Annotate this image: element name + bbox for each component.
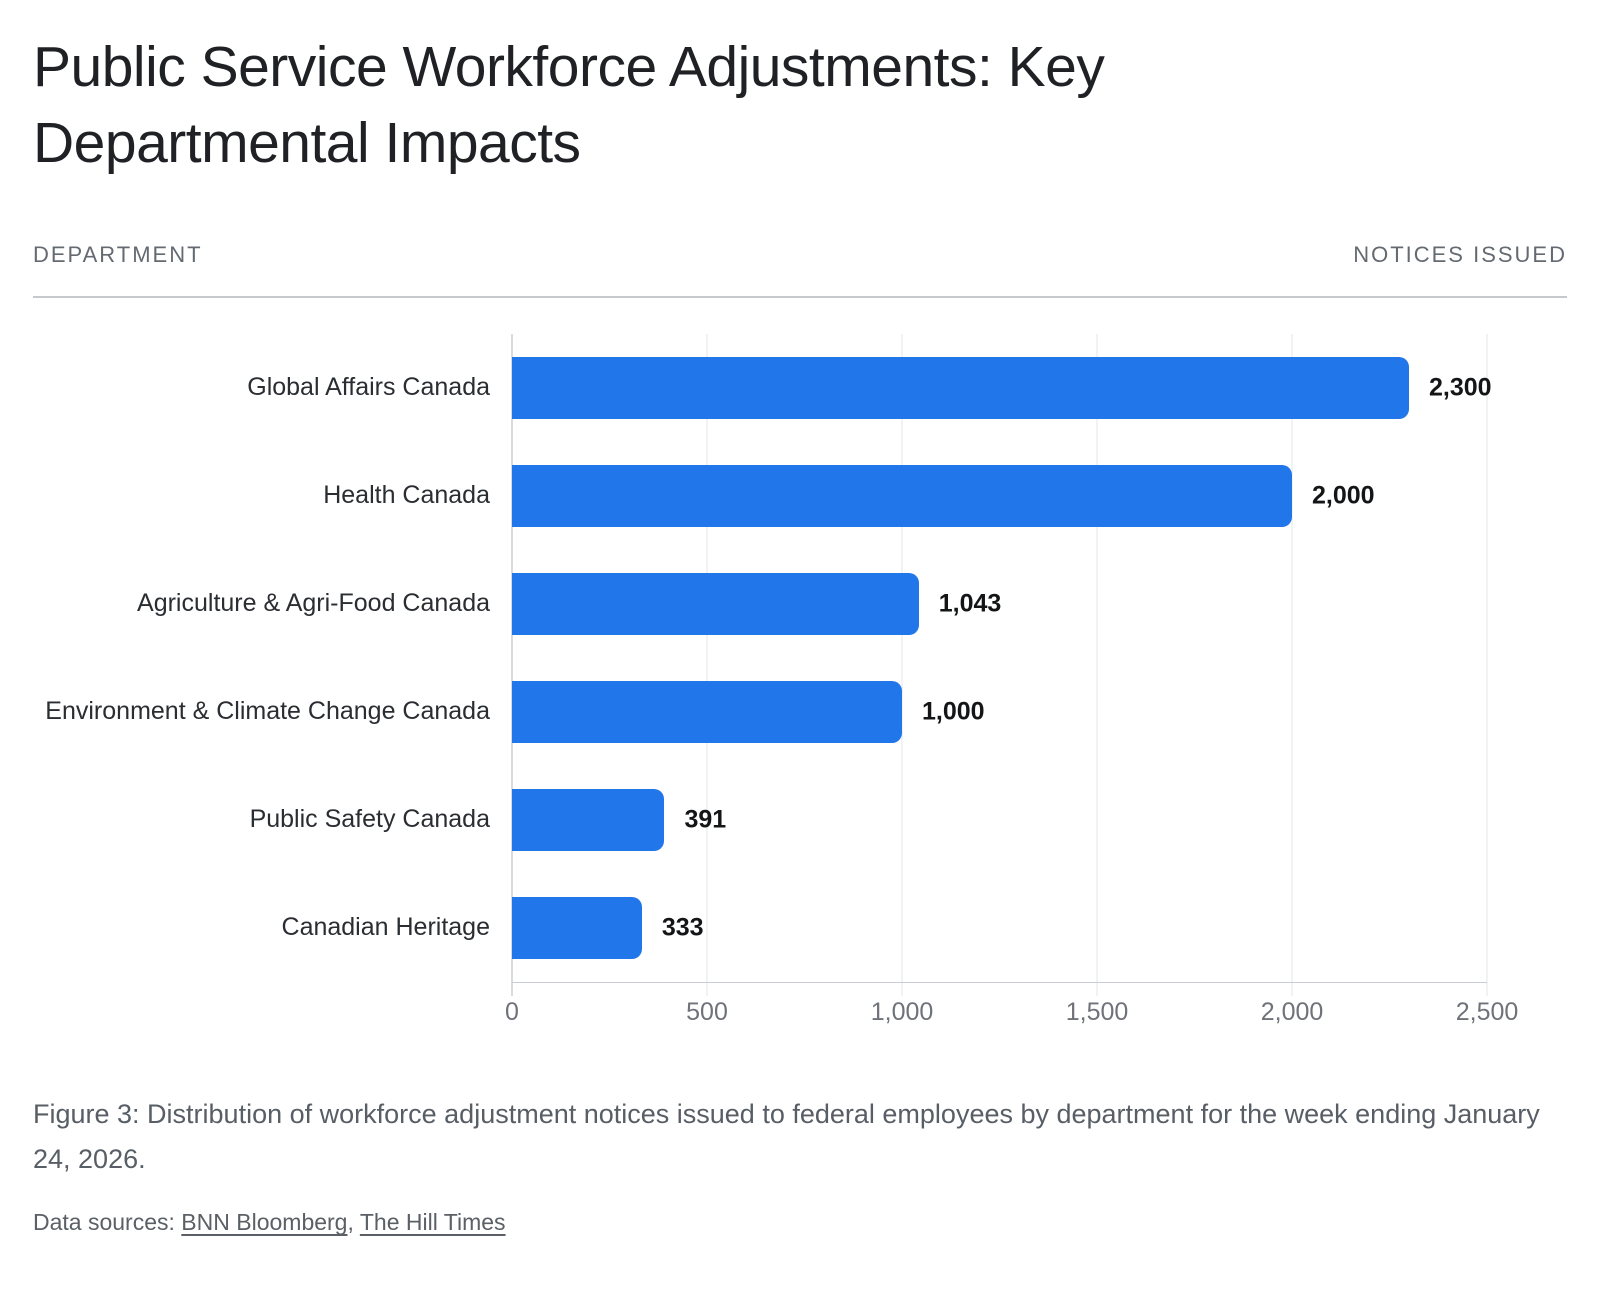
value-label: 391 [684, 805, 727, 834]
column-header-notices-issued: NOTICES ISSUED [1353, 241, 1567, 267]
category-label: Agriculture & Agri-Food Canada [137, 589, 490, 618]
bar-row [33, 334, 1567, 442]
source-link[interactable]: BNN Bloomberg [181, 1209, 348, 1236]
bar [512, 897, 642, 959]
bar [512, 573, 919, 635]
category-label: Health Canada [323, 481, 490, 510]
bar-track [512, 789, 1487, 851]
data-sources-links: BNN Bloomberg, The Hill Times [181, 1209, 506, 1236]
x-tick-label: 2,500 [1455, 997, 1519, 1026]
value-label: 2,300 [1429, 373, 1492, 402]
category-label: Global Affairs Canada [247, 373, 490, 402]
x-tick-label: 0 [505, 997, 519, 1026]
category-label: Public Safety Canada [249, 805, 490, 834]
bar-row [33, 550, 1567, 658]
data-sources-line [33, 1209, 1567, 1236]
bar [512, 681, 902, 743]
bar-rows [33, 334, 1567, 982]
bar [512, 357, 1409, 419]
bar-track [512, 897, 1487, 959]
bar-row [33, 766, 1567, 874]
bar-track [512, 681, 1487, 743]
category-label: Canadian Heritage [281, 913, 490, 942]
x-axis-tick-labels [505, 982, 1519, 1026]
bar-row [33, 658, 1567, 766]
x-tick-label: 2,000 [1260, 997, 1324, 1026]
column-header-department: DEPARTMENT [33, 241, 203, 267]
bar-row [33, 442, 1567, 550]
value-label: 333 [661, 913, 704, 942]
value-label: 1,043 [938, 589, 1002, 618]
value-label: 2,000 [1312, 481, 1375, 510]
bar [512, 789, 664, 851]
source-link[interactable]: The Hill Times [359, 1209, 506, 1236]
x-tick-label: 1,000 [870, 997, 934, 1026]
category-label: Environment & Climate Change Canada [45, 697, 490, 726]
x-axis-line [512, 982, 1487, 983]
x-tick-label: 500 [686, 997, 728, 1026]
bar [512, 465, 1292, 527]
bar-row [33, 874, 1567, 982]
bar-chart [33, 334, 1567, 1026]
bar-track [512, 573, 1487, 635]
bar-track [512, 465, 1487, 527]
data-sources-prefix: Data sources: [33, 1209, 182, 1236]
value-label: 1,000 [922, 697, 985, 726]
column-header-row [33, 242, 1567, 298]
x-tick-label: 1,500 [1065, 997, 1129, 1026]
plot-area [33, 334, 1567, 982]
bar-track [512, 357, 1492, 419]
page-title: Public Service Workforce Adjustments: Key Departmental Impacts [33, 35, 1105, 175]
figure-caption: Figure 3: Distribution of workforce adjustment notices issued to federal employees by department for the week ending January 24, 2026. [33, 1098, 1540, 1174]
